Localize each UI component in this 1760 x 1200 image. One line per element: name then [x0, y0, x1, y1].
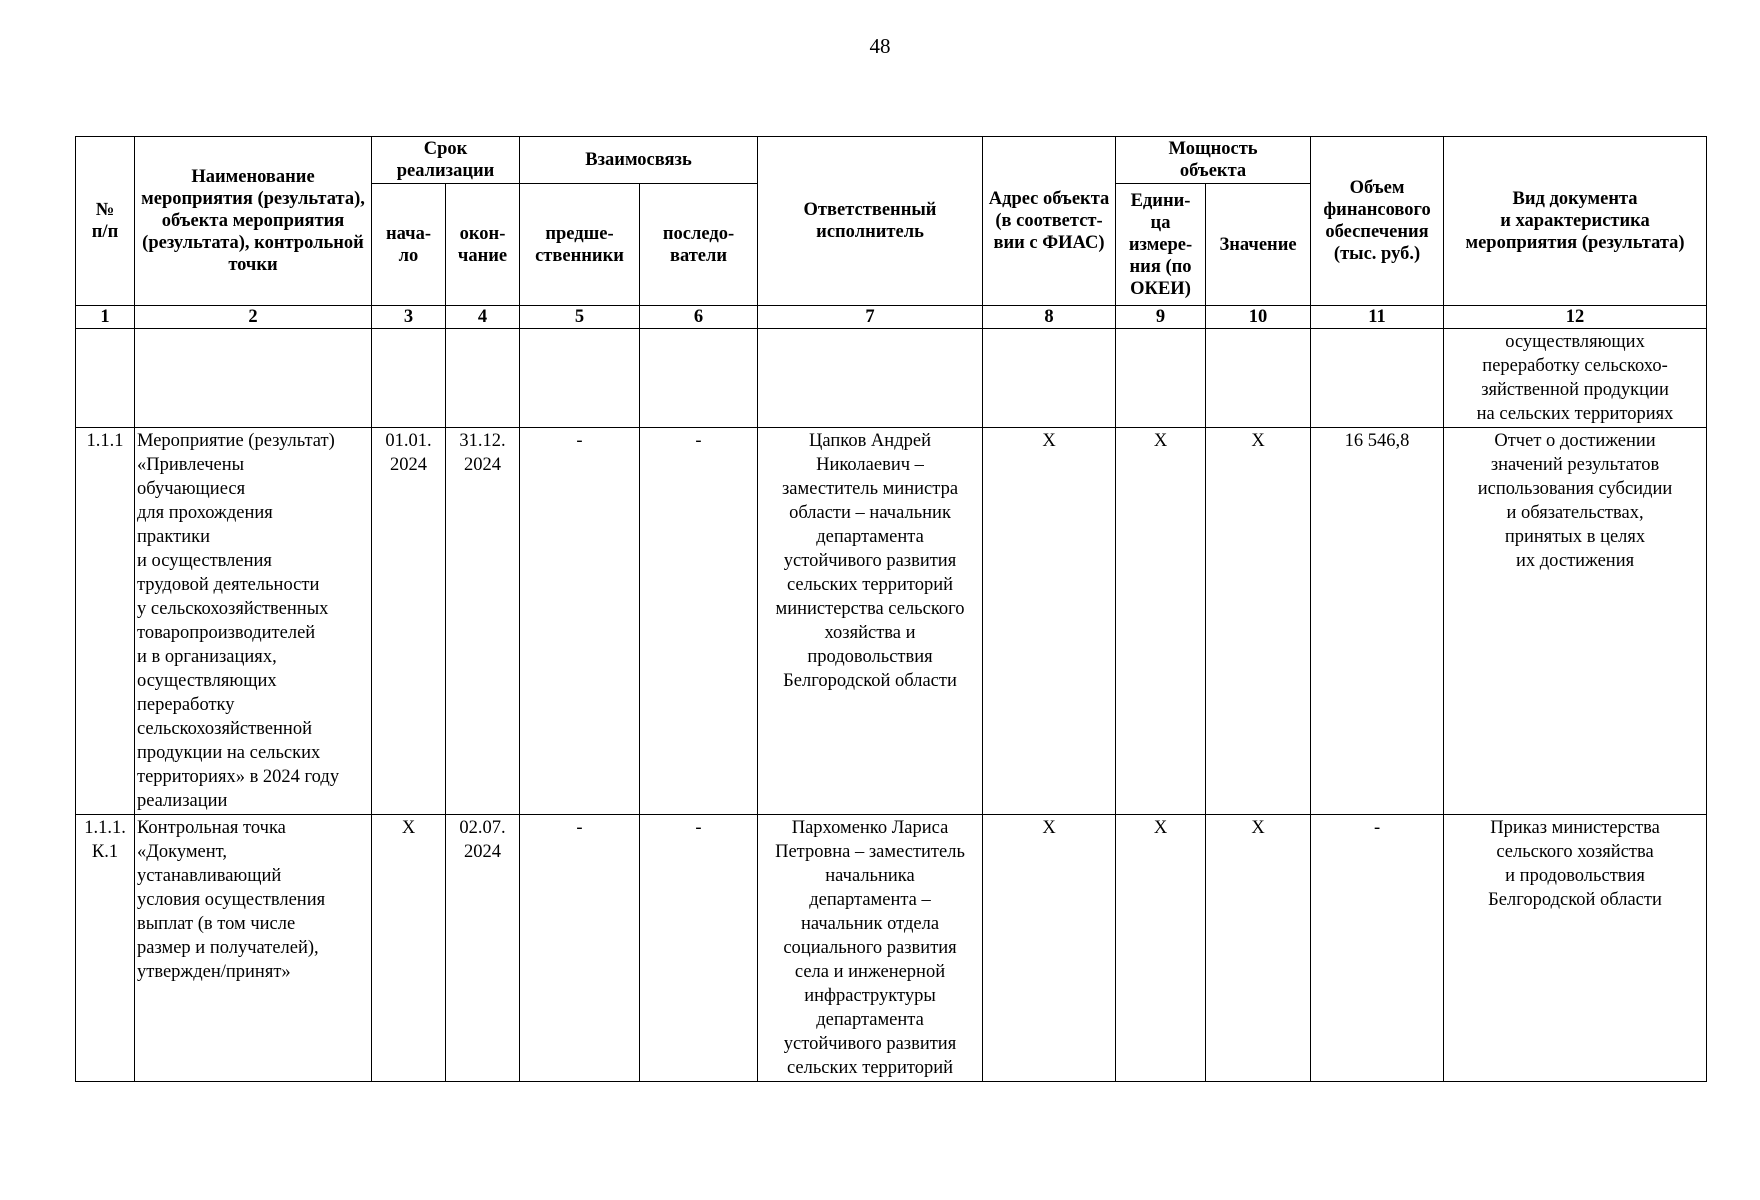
row-end: 31.12. 2024	[446, 428, 520, 815]
column-number: 8	[983, 306, 1116, 329]
row-successors: -	[640, 815, 758, 1082]
header-successors: последо- ватели	[640, 184, 758, 306]
header-finance: Объем финансового обеспечения (тыс. руб.)	[1311, 137, 1444, 306]
row-name: Контрольная точка «Документ, устанавливающий условия осуществления выплат (в том числе размер и получателей), утвержден/принят»	[135, 815, 372, 1082]
column-number: 9	[1116, 306, 1206, 329]
row-responsible: Цапков Андрей Николаевич – заместитель министра области – начальник департамента устойчивого развития сельских территорий министерства сельского хозяйства и продовольствия Белгородской области	[758, 428, 983, 815]
row-predecessors: -	[520, 428, 640, 815]
header-start: нача- ло	[372, 184, 446, 306]
header-responsible: Ответственный исполнитель	[758, 137, 983, 306]
row-number: 1.1.1	[76, 428, 135, 815]
header-link: Взаимосвязь	[520, 137, 758, 184]
row-name: Мероприятие (результат) «Привлечены обучающиеся для прохождения практики и осуществления трудовой деятельности у сельскохозяйственных товаропроизводителей и в организациях, осуществляющих переработку сельскохозяйственной продукции на сельских территориях» в 2024 году реализации	[135, 428, 372, 815]
column-number: 7	[758, 306, 983, 329]
table-row	[76, 815, 1707, 1082]
column-number-row	[76, 306, 1707, 329]
header-num: № п/п	[76, 137, 135, 306]
header-unit: Едини- ца измере- ния (по ОКЕИ)	[1116, 184, 1206, 306]
row-start: 01.01. 2024	[372, 428, 446, 815]
row-document: Отчет о достижении значений результатов использования субсидии и обязательствах, принятых в целях их достижения	[1444, 428, 1707, 815]
header-document: Вид документа и характеристика мероприятия (результата)	[1444, 137, 1707, 306]
column-number: 6	[640, 306, 758, 329]
column-number: 12	[1444, 306, 1707, 329]
continuation-row	[76, 329, 1707, 428]
header-name: Наименование мероприятия (результата), объекта мероприятия (результата), контрольной точки	[135, 137, 372, 306]
column-number: 3	[372, 306, 446, 329]
header-power: Мощность объекта	[1116, 137, 1311, 184]
row-successors: -	[640, 428, 758, 815]
header-term: Срок реализации	[372, 137, 520, 184]
row-finance: 16 546,8	[1311, 428, 1444, 815]
row-address: X	[983, 428, 1116, 815]
row-address: X	[983, 815, 1116, 1082]
column-number: 1	[76, 306, 135, 329]
plan-table	[75, 136, 1707, 1082]
column-number: 5	[520, 306, 640, 329]
row-number: 1.1.1. К.1	[76, 815, 135, 1082]
header-predecessors: предше- ственники	[520, 184, 640, 306]
row-finance: -	[1311, 815, 1444, 1082]
column-number: 4	[446, 306, 520, 329]
continuation-document: осуществляющих переработку сельскохо- зяйственной продукции на сельских территориях	[1444, 329, 1707, 428]
row-value: X	[1206, 428, 1311, 815]
header-value: Значение	[1206, 184, 1311, 306]
row-end: 02.07. 2024	[446, 815, 520, 1082]
row-unit: X	[1116, 815, 1206, 1082]
row-document: Приказ министерства сельского хозяйства и продовольствия Белгородской области	[1444, 815, 1707, 1082]
row-value: X	[1206, 815, 1311, 1082]
column-number: 2	[135, 306, 372, 329]
column-number: 10	[1206, 306, 1311, 329]
page-number: 48	[869, 34, 891, 58]
header-end: окон- чание	[446, 184, 520, 306]
row-start: X	[372, 815, 446, 1082]
header-address: Адрес объекта (в соответст-вии с ФИАС)	[983, 137, 1116, 306]
row-responsible: Пархоменко Лариса Петровна – заместитель начальника департамента – начальник отдела социального развития села и инженерной инфраструктуры департамента устойчивого развития сельских территорий	[758, 815, 983, 1082]
row-unit: X	[1116, 428, 1206, 815]
table-row	[76, 428, 1707, 815]
column-number: 11	[1311, 306, 1444, 329]
row-predecessors: -	[520, 815, 640, 1082]
